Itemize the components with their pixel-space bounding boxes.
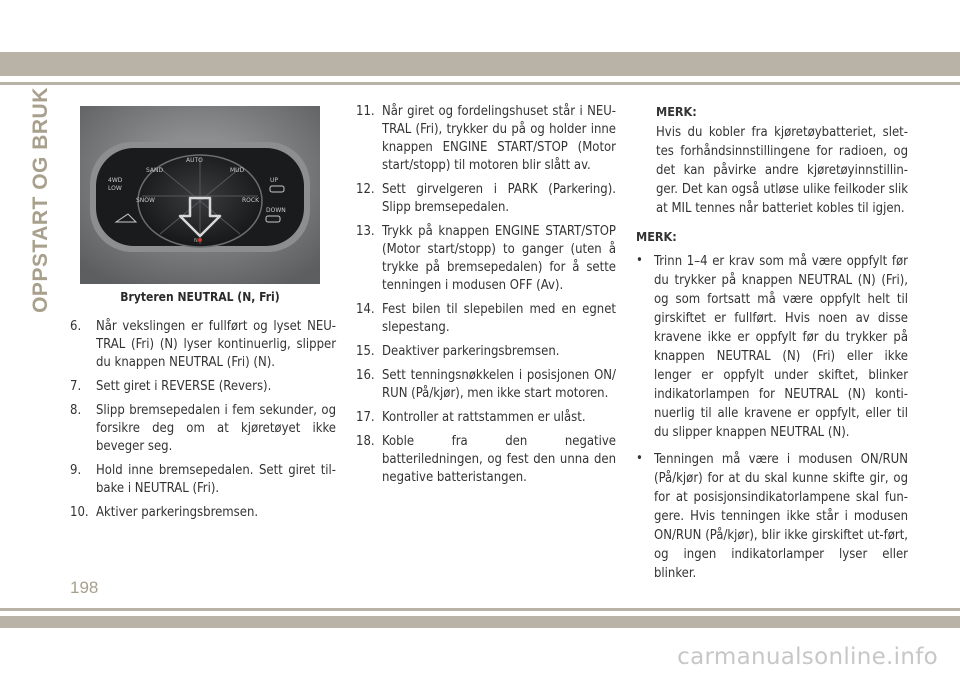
note-heading: MERK: [636,229,677,244]
switch-panel-illustration [80,106,320,284]
neutral-switch-photo [80,106,320,284]
step-item: 14. Fest bilen til slepebilen med en egnet slepestang. [356,302,616,335]
svg-text:SNOW: SNOW [136,197,155,204]
svg-text:UP: UP [270,177,279,184]
step-item: 11. Når giret og fordelingshuset står i NEU-TRAL (Fri), trykker du på og holder inne knappen ENGINE START/STOP (Motor start/stopp) til motoren blir slått av. [356,104,616,173]
svg-text:ROCK: ROCK [242,197,260,204]
step-item: 6. Når vekslingen er fullført og lyset NEU-TRAL (Fri) (N) lyser kontinuerlig, slipper du knappen NEUTRAL (Fri) (N). [70,319,336,370]
svg-text:4WD: 4WD [108,177,123,184]
svg-text:AUTO: AUTO [186,157,203,164]
svg-text:LOW: LOW [108,185,122,192]
step-item: 12. Sett girvelgeren i PARK (Parkering). Slipp bremsepedalen. [356,182,616,215]
note-heading: MERK: [656,104,697,119]
figure-caption: Bryteren NEUTRAL (N, Fri) [120,290,280,304]
footer-rule [0,608,960,611]
neutral-indicator-lamp [198,238,202,242]
section-tab-label: OPPSTART OG BRUK [29,87,52,313]
svg-text:N: N [194,238,198,244]
step-item: 17. Kontroller at rattstammen er ulåst. [356,410,586,425]
section-tab [28,87,54,313]
step-item: 18. Koble fra den negative batteriledningen, og fest den unna den negative batteristangen. [356,434,616,485]
step-item: 7. Sett giret i REVERSE (Revers). [70,379,272,394]
note-bullet: • Trinn 1–4 er krav som må være oppfylt før du trykker på knappen NEUTRAL (N) (Fri), og som fortsatt må være oppfylt helt til girskiftet er fullført. Hvis noen av disse kravene ikke er oppfylt før du trykker på knappen NEUTRAL (N) (Fri) eller ikke lenger er oppfylt under skiftet, blinker indikatorlampen for NEUTRAL (N) konti-nuerlig til alle kravene er oppfylt, eller til du slipper knappen NEUTRAL (N). [636,253,908,440]
header-band [0,52,960,76]
header-rule [0,82,960,85]
step-item: 16. Sett tenningsnøkkelen i posisjonen ON/ RUN (På/kjør), men ikke start motoren. [356,368,616,401]
svg-text:MUD: MUD [230,167,245,174]
svg-text:SAND: SAND [146,167,164,174]
step-item: 8. Slipp bremsepedalen i fem sekunder, og forsikre deg om at kjøretøyet ikke beveger seg. [70,403,336,454]
note-battery [636,103,908,218]
column-1 [70,318,336,528]
note-bullet: • Tenningen må være i modusen ON/RUN (På/kjør) for at du skal kunne skifte gir, og for at posisjonsindikatorlampene skal fun-gere. Hvis tenningen ikke står i modusen ON/RUN (På/kjør), blir ikke girskiftet ut-ført, og ingen indikatorlamper lyser eller blinker. [636,451,908,581]
watermark: carmanualsonline.info [677,644,938,670]
step-item: 10. Aktiver parkeringsbremsen. [70,505,259,520]
step-item: 15. Deaktiver parkeringsbremsen. [356,344,560,359]
page-number: 198 [70,578,99,597]
column-3 [636,103,908,591]
step-item: 13. Trykk på knappen ENGINE START/STOP (Motor start/stopp) to ganger (uten å trykke på bremsepedalen) for å sette tenningen i modusen OFF (Av). [356,224,616,293]
step-item: 9. Hold inne bremsepedalen. Sett giret til-bake i NEUTRAL (Fri). [70,463,336,496]
note-text: Hvis du kobler fra kjøretøybatteriet, slet-tes forhåndsinnstillingene for radioen, og det kan påvirke andre kjøretøyinnstillin-ger. Det kan også utløse ulike feilkoder slik at MIL tennes når batteriet kobles til igjen. [656,125,908,216]
svg-text:DOWN: DOWN [266,207,286,214]
footer-band [0,616,960,628]
column-2 [356,103,616,493]
